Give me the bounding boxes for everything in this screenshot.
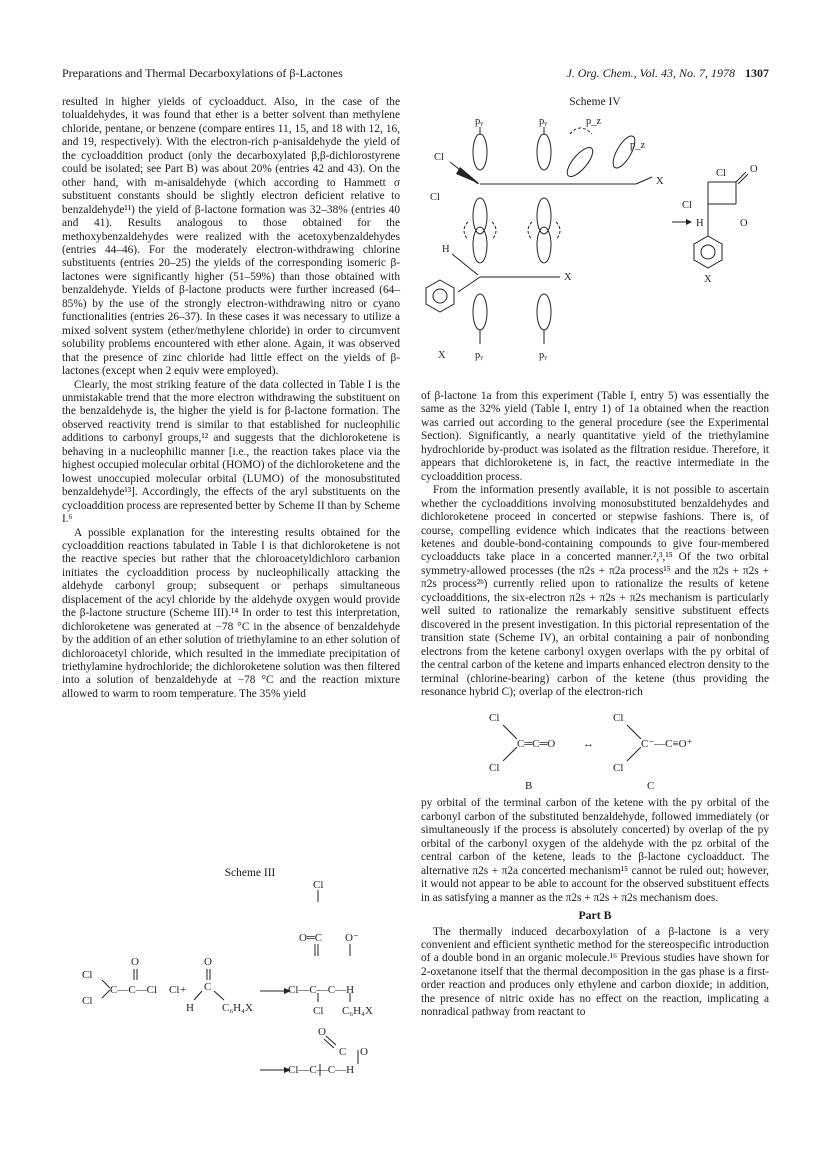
page-number: 1307: [745, 66, 769, 80]
resonance-c-formula: C⁻—C≡O⁺: [641, 738, 693, 751]
paragraph-1: resulted in higher yields of cycloadduct. Also, in the case of the tolualdehydes, it was found that ether is a better solvent than methylene chloride, pentane, or benzene (compare entires 11, 15, and 18 with 12, 16, and 19, respectively). With the electron-rich p-anisaldehyde the yield of the cycloaddition product (only the decarboxylated β,β-dichlorostyrene could be isolated; see Part B) was about 20% (entries 42 and 43). On the other hand, with m-anisaldehyde (which according to Hammett σ substituent constants should be slightly electron deficient relative to benzaldehyde¹¹) the yield of β-lactone formation was 32–38% (entries 40 and 41). Results analogous to those obtained for the methoxybenzaldehydes were realized with the acetoxybenzaldehydes (entries 44–46). For the moderately electron-withdrawing chlorine substituents (entries 20–25) the yields of the corresponding isomeric β-lactones were significantly higher (51–59%) than those obtained with benzaldehyde. Yields of β-lactone products were further increased (64–85%) by the use of the strongly electron-withdrawing nitro or cyano functionalities (entries 26–37). In these cases it was necessary to utilize a mixed solvent system (ether/methylene chloride) in order to circumvent solubility problems encountered with ether alone. Again, it was observed that the presence of zinc chloride had little effect on the yields of β-lactones (except when 2 equiv were employed).: [62, 96, 400, 378]
scheme-iv-py-4: pᵧ: [539, 350, 548, 361]
part-b-heading: Part B: [578, 908, 612, 923]
right-paragraph-3: py orbital of the terminal carbon of the ketene with the py orbital of the carbonyl carbon of the substituted benzaldehyde, followed immediately (or simultaneously if the process is absolutely concerted) by overlap of the py orbital of the carbonyl oxygen of the aldehyde with the pz orbital of the central carbon of the ketene, leads to the β-lactone cycloadduct. The alternative π2s + π2a concerted mechanism¹⁵ cannot be ruled out; however, it would not appear to be able to account for the observed substituent effects in as satisfying a manner as the π2s + π2s + π2s mechanism does.: [421, 797, 769, 904]
scheme-iv-py-1: pᵧ: [475, 116, 484, 127]
scheme-iv-x-2: X: [564, 272, 572, 283]
paragraph-2: Clearly, the most striking feature of the data collected in Table I is the unmistakable trend that the more electron withdrawing the substituent on the benzaldehyde is, the higher the yield is for β-lactone formation. The observed reactivity trend is similar to that established for nucleophilic additions to carbonyl groups,¹² and suggests that the dichloroketene is behaving in a nucleophilic manner [i.e., the reaction takes place via the highest occupied molecular orbital (HOMO) of the dichloroketene and the lowest unoccupied molecular orbital (LUMO) of the monosubstituted benzaldehyde¹³]. Accordingly, the effects of the aryl substituents on the cycloaddition process are represented better by Scheme II than by Scheme I.⁶: [62, 378, 400, 526]
scheme-iii-o-1: O: [131, 956, 139, 968]
resonance-c-cl-1: Cl: [613, 712, 624, 725]
scheme-iii-aryl-1: C₆H₄X: [222, 1002, 253, 1014]
scheme-iii-chain-2: Cl—C—C—H: [288, 984, 355, 996]
resonance-b-cl-2: Cl: [489, 762, 500, 775]
right-paragraph-2: From the information presently available, it is not possible to ascertain whether the cycloadditions involving monosubstituted benzaldehydes and dichloroketene proceed in concerted or stepwise fashions. There is, of course, compelling evidence which indicates that the reactions between ketenes and double-bond-containing compounds to give four-membered cycloadducts take place in a concerted manner.²,³,¹⁵ Of the two orbital symmetry-allowed processes (the π2s + π2a process¹⁵ and the π2s + π2s + π2s process²ᵇ) currently relied upon to rationalize the results of ketene cycloadditions, the six-electron π2s + π2s + π2s mechanism is particularly well suited to rationalize the remarkably sensitive substituent effects discovered in the present investigation. In this pictorial representation of the transition state (Scheme IV), an orbital containing a pair of nonbonding electrons from the ketene carbonyl oxygen overlaps with the py orbital of the central carbon of the ketene and imparts enhanced electron density to the terminal (chlorine-bearing) carbon of the ketene (thus providing the resonance hybrid C); overlap of the electron-rich: [421, 484, 769, 698]
scheme-iii-o-lactone: O: [318, 1026, 326, 1038]
scheme-iii-chain: C—C—Cl: [110, 984, 158, 996]
scheme-iv-py-2: pᵧ: [539, 116, 548, 127]
scheme-iv-py-3: pᵧ: [475, 350, 484, 361]
scheme-iv-figure: [420, 112, 770, 382]
scheme-iii-o-2: O: [204, 956, 212, 968]
scheme-iii-aryl-2: C₆H₄X: [342, 1005, 373, 1017]
resonance-b-cl-1: Cl: [489, 712, 500, 725]
scheme-iii-figure: [62, 880, 402, 1080]
scheme-iii-cl-3: Cl: [169, 984, 180, 996]
scheme-iii-chain-3: Cl—C—C—H: [288, 1064, 355, 1076]
scheme-iv-h: H: [442, 244, 450, 255]
resonance-b-formula: C═C═O: [517, 738, 556, 751]
scheme-iv-x-1: X: [656, 176, 664, 187]
paragraph-3: A possible explanation for the interesting results obtained for the cycloaddition reactions tabulated in Table I is that dichloroketene is not the reactive species but rather that the chloroacetyldichloro carbanion initiates the cycloaddition process by nucleophilically attacking the aldehyde carbonyl group; subsequent or perhaps simultaneous displacement of the acyl chloride by the aldehyde oxygen would provide the β-lactone structure (Scheme III).¹⁴ In order to test this interpretation, dichloroketene was generated at −78 °C in the absence of benzaldehyde by the addition of an ether solution of triethylamine to an ether solution of dichloroacetyl chloride, which resulted in the immediate precipitation of triethylamine hydrochloride; the dichloroketene solution was then filtered into a solution of benzaldehyde at −78 °C and the reaction mixture allowed to warm to room temperature. The 35% yield: [62, 526, 400, 700]
resonance-b-label: B: [525, 780, 533, 793]
scheme-iii-cl-2: Cl: [82, 995, 93, 1007]
right-column: [421, 390, 769, 1020]
scheme-iii-o-minus: O⁻: [345, 932, 359, 944]
scheme-iv-cl-1: Cl: [434, 152, 444, 163]
scheme-iv-pz: p_z: [586, 116, 602, 127]
running-title: Preparations and Thermal Decarboxylations of β-Lactones: [62, 66, 343, 80]
scheme-iv-pz-2: p_z: [630, 140, 646, 151]
scheme-iii-o-ring: O: [360, 1046, 368, 1058]
right-paragraph-1: of β-lactone 1a from this experiment (Table I, entry 5) was essentially the same as the 32% yield (Table I, entry 1) of 1a obtained when the reaction was carried out according to the general procedure (see the Experimental Section). Significantly, a nearly quantitative yield of the triethylamine hydrochloride by-product was isolated as the filtration residue. Therefore, it appears that dichloroketene is, in fact, the reactive intermediate in the cycloaddition process.: [421, 390, 769, 483]
scheme-iii-plus: +: [180, 984, 187, 996]
scheme-iv-o-carbonyl: O: [750, 164, 758, 175]
scheme-iii-cl-1: Cl: [82, 969, 93, 981]
scheme-iv-h-lactone: H: [696, 218, 704, 229]
scheme-iii-c-aldehyde: C: [204, 981, 212, 993]
scheme-iii-label: Scheme III: [224, 867, 276, 879]
part-b-paragraph-1: The thermally induced decarboxylation of a β-lactone is a very convenient and efficient synthetic method for the stereospecific introduction of a double bond in an organic molecule.¹⁶ Previous studies have shown for 2-oxetanone itself that the thermal decomposition in the gas phase is a first-order reaction and produces only ethylene and carbon dioxide; in addition, the presence of nitric oxide has no effect on the reaction, implicating a nonradical pathway from reactant to: [421, 925, 769, 1019]
scheme-iv-x-lactone: X: [704, 274, 712, 285]
resonance-c-label: C: [647, 780, 655, 793]
left-column: [62, 96, 400, 701]
scheme-iii-h: H: [186, 1002, 194, 1014]
scheme-iv-cl-2: Cl: [430, 192, 440, 203]
resonance-c-cl-2: Cl: [613, 762, 624, 775]
scheme-iv-o-ring: O: [740, 218, 748, 229]
scheme-iii-ketone: O═C: [299, 932, 323, 944]
journal-citation: [515, 66, 769, 81]
scheme-iii-c-lactone: C: [339, 1046, 347, 1058]
scheme-iii-cl-bottom: Cl: [313, 1005, 324, 1017]
scheme-iii-cl-top: Cl: [313, 880, 324, 891]
scheme-iv-x-3: X: [438, 350, 446, 361]
resonance-arrow: ↔: [583, 738, 594, 751]
scheme-iv-cl-lactone-2: Cl: [682, 200, 692, 211]
scheme-iv-label: Scheme IV: [569, 96, 621, 108]
resonance-structures: [421, 703, 769, 795]
journal-name: J. Org. Chem., Vol. 43, No. 7, 1978: [566, 66, 735, 80]
scheme-iv-cl-lactone: Cl: [716, 168, 726, 179]
